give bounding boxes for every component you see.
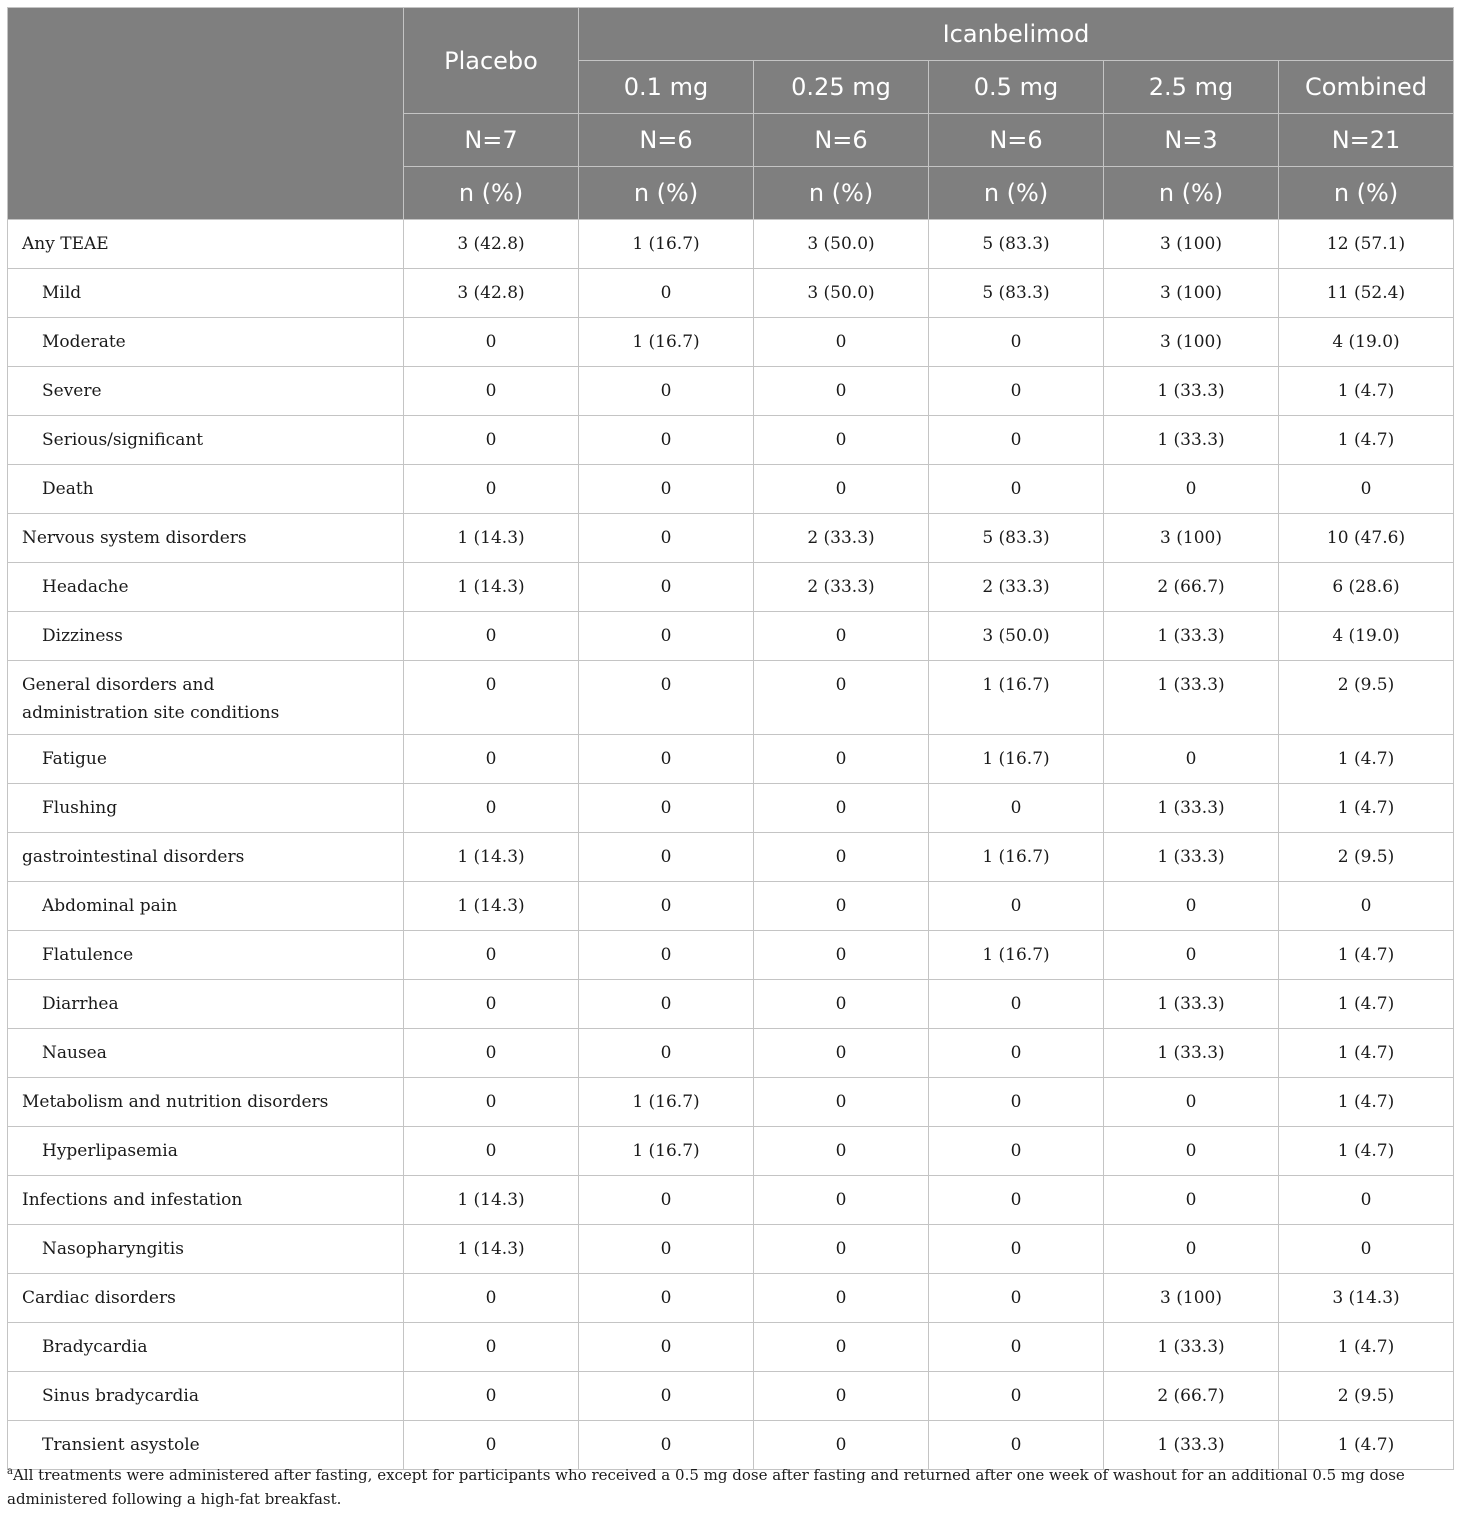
row-value: 0 bbox=[1104, 1225, 1279, 1274]
row-value: 1 (14.3) bbox=[404, 1176, 579, 1225]
row-value: 0 bbox=[579, 1176, 754, 1225]
row-value: 0 bbox=[754, 1029, 929, 1078]
row-value: 0 bbox=[754, 784, 929, 833]
table-row bbox=[8, 1078, 1454, 1127]
row-value: 2 (9.5) bbox=[1279, 661, 1454, 735]
row-value: 0 bbox=[754, 318, 929, 367]
row-value: 5 (83.3) bbox=[929, 220, 1104, 269]
row-value: 0 bbox=[929, 367, 1104, 416]
row-value: 0 bbox=[579, 1323, 754, 1372]
row-label: Diarrhea bbox=[8, 980, 404, 1029]
row-value: 0 bbox=[579, 1421, 754, 1470]
row-value: 1 (14.3) bbox=[404, 1225, 579, 1274]
row-value: 0 bbox=[404, 1323, 579, 1372]
row-label: Dizziness bbox=[8, 612, 404, 661]
row-value: 0 bbox=[579, 882, 754, 931]
row-value: 0 bbox=[754, 367, 929, 416]
row-value: 1 (4.7) bbox=[1279, 980, 1454, 1029]
row-value: 0 bbox=[579, 465, 754, 514]
row-label: Headache bbox=[8, 563, 404, 612]
row-value: 1 (16.7) bbox=[579, 220, 754, 269]
row-value: 0 bbox=[579, 1274, 754, 1323]
row-value: 0 bbox=[754, 1127, 929, 1176]
row-value: 4 (19.0) bbox=[1279, 318, 1454, 367]
row-value: 0 bbox=[754, 980, 929, 1029]
row-value: 0 bbox=[754, 1274, 929, 1323]
header-icanbelimod-group: Icanbelimod bbox=[579, 8, 1454, 61]
table-row bbox=[8, 1029, 1454, 1078]
row-value: 0 bbox=[1104, 1127, 1279, 1176]
row-value: 0 bbox=[1279, 882, 1454, 931]
row-value: 1 (4.7) bbox=[1279, 367, 1454, 416]
row-value: 1 (4.7) bbox=[1279, 1323, 1454, 1372]
row-value: 0 bbox=[404, 735, 579, 784]
row-value: 10 (47.6) bbox=[1279, 514, 1454, 563]
row-value: 2 (66.7) bbox=[1104, 1372, 1279, 1421]
row-label: Death bbox=[8, 465, 404, 514]
row-value: 0 bbox=[929, 1274, 1104, 1323]
row-value: 11 (52.4) bbox=[1279, 269, 1454, 318]
table-row bbox=[8, 882, 1454, 931]
row-value: 1 (16.7) bbox=[929, 661, 1104, 735]
row-value: 0 bbox=[1104, 735, 1279, 784]
row-value: 0 bbox=[1104, 1078, 1279, 1127]
row-value: 1 (16.7) bbox=[579, 318, 754, 367]
row-value: 12 (57.1) bbox=[1279, 220, 1454, 269]
row-value: 5 (83.3) bbox=[929, 269, 1104, 318]
row-value: 0 bbox=[404, 1372, 579, 1421]
row-value: 0 bbox=[929, 1372, 1104, 1421]
row-value: 1 (4.7) bbox=[1279, 1078, 1454, 1127]
table-row bbox=[8, 1127, 1454, 1176]
header-n-2-5mg: N=3 bbox=[1104, 114, 1279, 167]
row-value: 0 bbox=[929, 1421, 1104, 1470]
row-label: General disorders and administration site conditions bbox=[8, 661, 404, 735]
row-value: 0 bbox=[579, 661, 754, 735]
table-row bbox=[8, 735, 1454, 784]
table-row bbox=[8, 1274, 1454, 1323]
row-value: 3 (100) bbox=[1104, 220, 1279, 269]
row-value: 1 (33.3) bbox=[1104, 416, 1279, 465]
header-dose-0-5mg: 0.5 mg bbox=[929, 61, 1104, 114]
row-label: Transient asystole bbox=[8, 1421, 404, 1470]
row-value: 1 (33.3) bbox=[1104, 1029, 1279, 1078]
row-value: 0 bbox=[754, 882, 929, 931]
row-value: 0 bbox=[1104, 465, 1279, 514]
row-value: 0 bbox=[579, 367, 754, 416]
header-stat-0-25mg: n (%) bbox=[754, 167, 929, 220]
table-body bbox=[8, 220, 1454, 1470]
row-value: 5 (83.3) bbox=[929, 514, 1104, 563]
row-value: 0 bbox=[1279, 1225, 1454, 1274]
row-value: 0 bbox=[404, 1127, 579, 1176]
row-value: 2 (9.5) bbox=[1279, 1372, 1454, 1421]
row-label: gastrointestinal disorders bbox=[8, 833, 404, 882]
row-value: 0 bbox=[579, 1225, 754, 1274]
row-value: 6 (28.6) bbox=[1279, 563, 1454, 612]
row-value: 3 (14.3) bbox=[1279, 1274, 1454, 1323]
row-label: Infections and infestation bbox=[8, 1176, 404, 1225]
row-value: 0 bbox=[579, 784, 754, 833]
row-value: 3 (42.8) bbox=[404, 269, 579, 318]
header-stat-placebo: n (%) bbox=[404, 167, 579, 220]
row-value: 0 bbox=[1279, 1176, 1454, 1225]
header-stat-0-5mg: n (%) bbox=[929, 167, 1104, 220]
table-row bbox=[8, 931, 1454, 980]
row-value: 0 bbox=[929, 1029, 1104, 1078]
row-value: 2 (9.5) bbox=[1279, 833, 1454, 882]
row-value: 0 bbox=[579, 269, 754, 318]
row-label: Flushing bbox=[8, 784, 404, 833]
row-value: 0 bbox=[929, 318, 1104, 367]
row-label: Abdominal pain bbox=[8, 882, 404, 931]
adverse-events-table bbox=[7, 7, 1454, 1470]
row-value: 1 (16.7) bbox=[929, 931, 1104, 980]
row-label: Bradycardia bbox=[8, 1323, 404, 1372]
row-value: 1 (33.3) bbox=[1104, 833, 1279, 882]
row-label: Any TEAE bbox=[8, 220, 404, 269]
row-label: Flatulence bbox=[8, 931, 404, 980]
table-row bbox=[8, 1176, 1454, 1225]
row-label: Moderate bbox=[8, 318, 404, 367]
row-value: 1 (16.7) bbox=[929, 833, 1104, 882]
row-value: 1 (14.3) bbox=[404, 563, 579, 612]
table-row bbox=[8, 661, 1454, 735]
header-placebo: Placebo bbox=[404, 8, 579, 114]
table-row bbox=[8, 784, 1454, 833]
row-value: 1 (33.3) bbox=[1104, 1421, 1279, 1470]
row-value: 1 (16.7) bbox=[929, 735, 1104, 784]
row-value: 2 (33.3) bbox=[754, 514, 929, 563]
row-value: 2 (33.3) bbox=[929, 563, 1104, 612]
row-value: 3 (100) bbox=[1104, 1274, 1279, 1323]
row-value: 0 bbox=[754, 416, 929, 465]
header-stat-combined: n (%) bbox=[1279, 167, 1454, 220]
row-value: 0 bbox=[754, 1225, 929, 1274]
row-label: Nausea bbox=[8, 1029, 404, 1078]
row-value: 0 bbox=[404, 980, 579, 1029]
header-n-0-25mg: N=6 bbox=[754, 114, 929, 167]
row-value: 1 (4.7) bbox=[1279, 784, 1454, 833]
row-value: 0 bbox=[404, 367, 579, 416]
table-row bbox=[8, 416, 1454, 465]
row-value: 0 bbox=[404, 1421, 579, 1470]
row-value: 0 bbox=[754, 1078, 929, 1127]
row-value: 0 bbox=[929, 465, 1104, 514]
row-value: 0 bbox=[754, 465, 929, 514]
table-row bbox=[8, 1372, 1454, 1421]
table-row bbox=[8, 367, 1454, 416]
row-value: 0 bbox=[754, 735, 929, 784]
row-value: 0 bbox=[929, 416, 1104, 465]
row-value: 0 bbox=[929, 1176, 1104, 1225]
row-value: 0 bbox=[754, 1323, 929, 1372]
row-value: 1 (14.3) bbox=[404, 882, 579, 931]
table-footnote bbox=[7, 1460, 1453, 1511]
row-value: 0 bbox=[404, 1274, 579, 1323]
row-label: Nervous system disorders bbox=[8, 514, 404, 563]
table-row bbox=[8, 833, 1454, 882]
row-value: 1 (33.3) bbox=[1104, 784, 1279, 833]
header-dose-0-25mg: 0.25 mg bbox=[754, 61, 929, 114]
row-value: 0 bbox=[404, 612, 579, 661]
header-dose-0-1mg: 0.1 mg bbox=[579, 61, 754, 114]
row-value: 0 bbox=[754, 1372, 929, 1421]
row-value: 0 bbox=[579, 735, 754, 784]
table-row bbox=[8, 514, 1454, 563]
row-value: 3 (100) bbox=[1104, 514, 1279, 563]
row-value: 1 (4.7) bbox=[1279, 1127, 1454, 1176]
row-value: 2 (66.7) bbox=[1104, 563, 1279, 612]
table-row bbox=[8, 612, 1454, 661]
row-label: Sinus bradycardia bbox=[8, 1372, 404, 1421]
row-value: 0 bbox=[579, 1372, 754, 1421]
row-value: 0 bbox=[404, 416, 579, 465]
row-value: 0 bbox=[579, 416, 754, 465]
row-value: 0 bbox=[929, 882, 1104, 931]
row-value: 1 (33.3) bbox=[1104, 612, 1279, 661]
row-value: 3 (100) bbox=[1104, 318, 1279, 367]
row-value: 0 bbox=[929, 1323, 1104, 1372]
row-value: 0 bbox=[1104, 1176, 1279, 1225]
row-value: 0 bbox=[754, 661, 929, 735]
row-value: 0 bbox=[579, 612, 754, 661]
row-value: 0 bbox=[1279, 465, 1454, 514]
row-value: 0 bbox=[929, 1078, 1104, 1127]
row-value: 0 bbox=[1104, 931, 1279, 980]
row-value: 0 bbox=[754, 612, 929, 661]
row-value: 0 bbox=[404, 931, 579, 980]
row-value: 1 (33.3) bbox=[1104, 980, 1279, 1029]
table-row bbox=[8, 563, 1454, 612]
row-label: Severe bbox=[8, 367, 404, 416]
header-stat-0-1mg: n (%) bbox=[579, 167, 754, 220]
row-value: 0 bbox=[754, 931, 929, 980]
row-value: 0 bbox=[579, 980, 754, 1029]
row-label: Hyperlipasemia bbox=[8, 1127, 404, 1176]
row-value: 1 (14.3) bbox=[404, 833, 579, 882]
header-n-combined: N=21 bbox=[1279, 114, 1454, 167]
table-header bbox=[8, 8, 1454, 220]
row-value: 0 bbox=[404, 1078, 579, 1127]
row-value: 0 bbox=[929, 980, 1104, 1029]
row-value: 1 (33.3) bbox=[1104, 367, 1279, 416]
row-value: 0 bbox=[579, 514, 754, 563]
table-row bbox=[8, 1323, 1454, 1372]
table-row bbox=[8, 220, 1454, 269]
row-value: 0 bbox=[579, 563, 754, 612]
row-value: 1 (16.7) bbox=[579, 1078, 754, 1127]
row-value: 1 (4.7) bbox=[1279, 931, 1454, 980]
row-value: 1 (33.3) bbox=[1104, 1323, 1279, 1372]
footnote-text: All treatments were administered after fasting, except for participants who received a 0.5 mg dose after fasting and returned after one week of washout for an additional 0.5 mg dose administered following a high-fat breakfast. bbox=[7, 1466, 1405, 1508]
row-value: 0 bbox=[579, 833, 754, 882]
header-n-0-5mg: N=6 bbox=[929, 114, 1104, 167]
row-value: 0 bbox=[404, 661, 579, 735]
row-value: 3 (50.0) bbox=[754, 269, 929, 318]
row-label: Mild bbox=[8, 269, 404, 318]
row-value: 0 bbox=[404, 318, 579, 367]
row-value: 2 (33.3) bbox=[754, 563, 929, 612]
row-value: 1 (4.7) bbox=[1279, 1421, 1454, 1470]
row-value: 1 (16.7) bbox=[579, 1127, 754, 1176]
row-value: 3 (100) bbox=[1104, 269, 1279, 318]
table-row bbox=[8, 1225, 1454, 1274]
row-value: 0 bbox=[404, 784, 579, 833]
table-row bbox=[8, 318, 1454, 367]
row-value: 1 (4.7) bbox=[1279, 735, 1454, 784]
row-value: 0 bbox=[754, 833, 929, 882]
row-label: Cardiac disorders bbox=[8, 1274, 404, 1323]
header-n-placebo: N=7 bbox=[404, 114, 579, 167]
row-value: 1 (4.7) bbox=[1279, 1029, 1454, 1078]
row-value: 3 (42.8) bbox=[404, 220, 579, 269]
row-value: 0 bbox=[754, 1421, 929, 1470]
row-value: 0 bbox=[929, 784, 1104, 833]
header-dose-2-5mg: 2.5 mg bbox=[1104, 61, 1279, 114]
row-value: 0 bbox=[1104, 882, 1279, 931]
row-label: Nasopharyngitis bbox=[8, 1225, 404, 1274]
row-value: 1 (14.3) bbox=[404, 514, 579, 563]
row-value: 0 bbox=[754, 1176, 929, 1225]
row-value: 1 (33.3) bbox=[1104, 661, 1279, 735]
row-value: 0 bbox=[404, 1029, 579, 1078]
row-value: 3 (50.0) bbox=[929, 612, 1104, 661]
row-label: Metabolism and nutrition disorders bbox=[8, 1078, 404, 1127]
table-row bbox=[8, 465, 1454, 514]
header-stat-2-5mg: n (%) bbox=[1104, 167, 1279, 220]
table-row bbox=[8, 980, 1454, 1029]
row-value: 0 bbox=[404, 465, 579, 514]
row-value: 0 bbox=[929, 1127, 1104, 1176]
row-value: 4 (19.0) bbox=[1279, 612, 1454, 661]
header-combined: Combined bbox=[1279, 61, 1454, 114]
row-value: 0 bbox=[579, 931, 754, 980]
row-value: 1 (4.7) bbox=[1279, 416, 1454, 465]
row-value: 3 (50.0) bbox=[754, 220, 929, 269]
row-label: Fatigue bbox=[8, 735, 404, 784]
header-corner-cell bbox=[8, 8, 404, 220]
header-n-0-1mg: N=6 bbox=[579, 114, 754, 167]
footnote-marker: a bbox=[7, 1466, 13, 1477]
row-value: 0 bbox=[929, 1225, 1104, 1274]
table-row bbox=[8, 269, 1454, 318]
row-label: Serious/significant bbox=[8, 416, 404, 465]
row-value: 0 bbox=[579, 1029, 754, 1078]
